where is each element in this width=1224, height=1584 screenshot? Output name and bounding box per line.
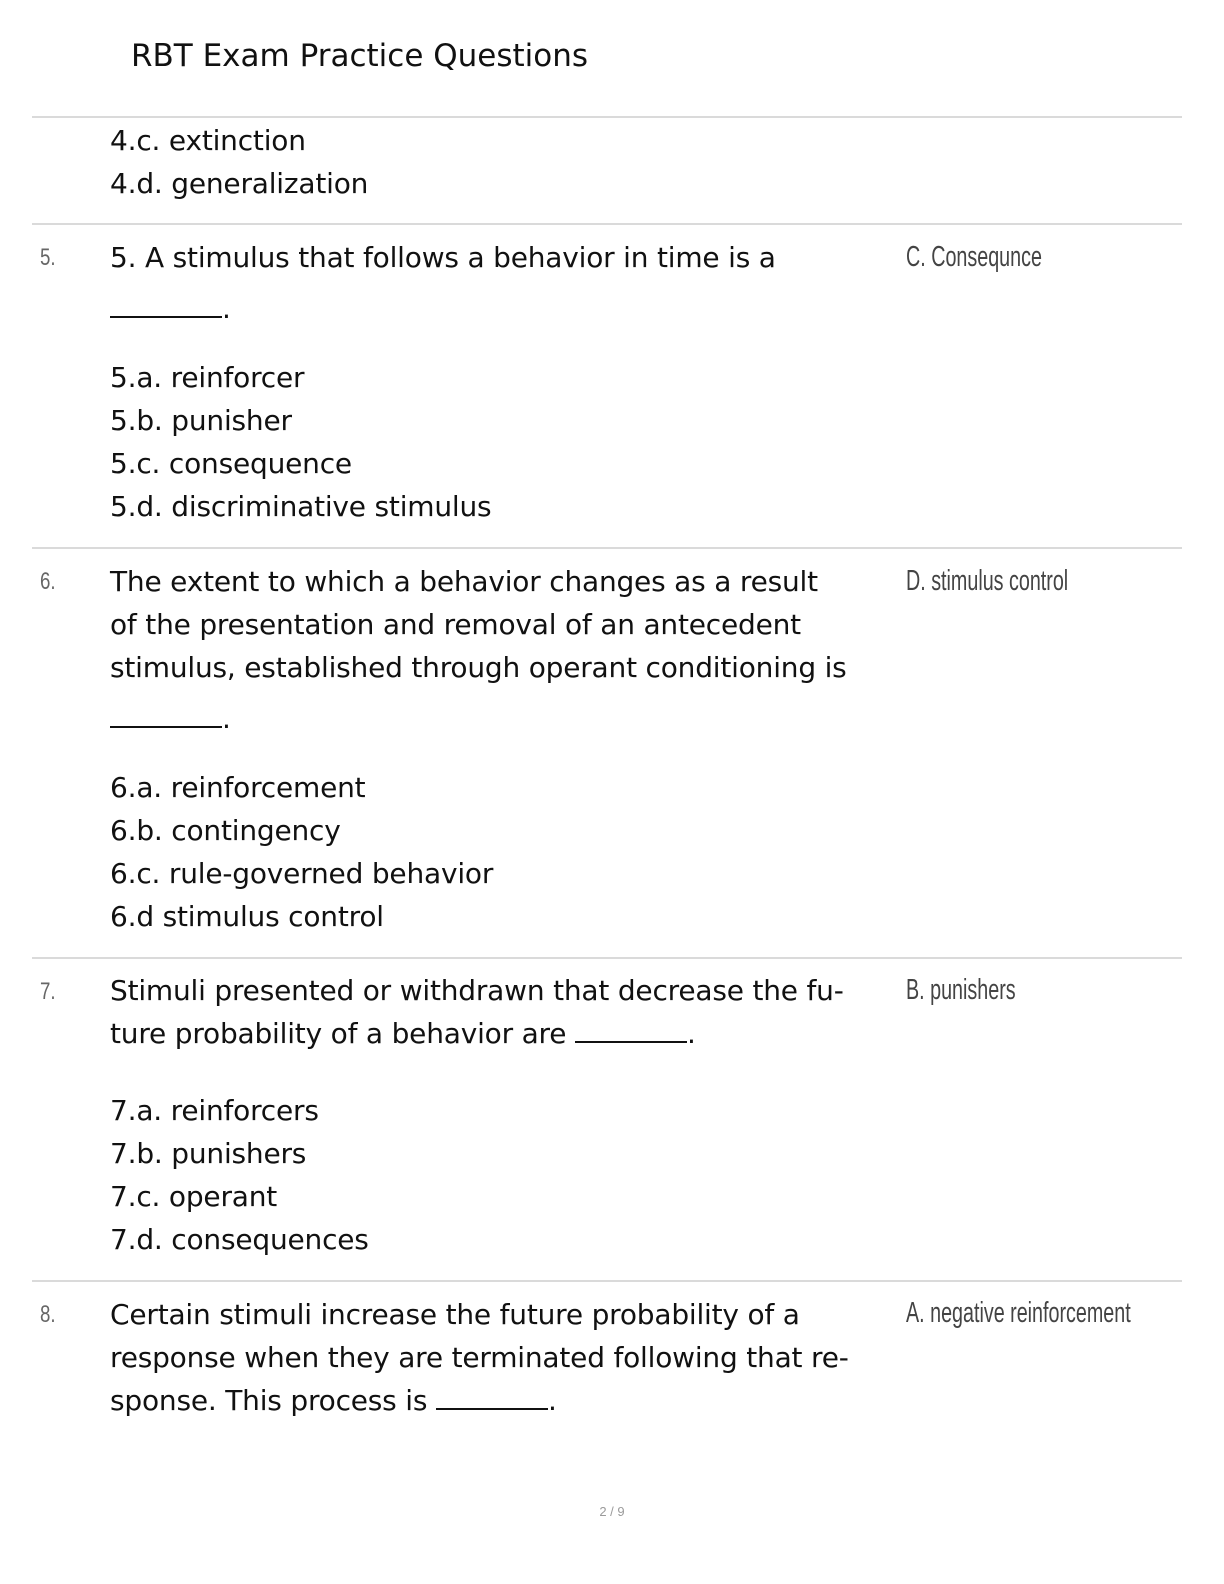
question-8-answer: A. negative reinforcement [906,1297,1131,1329]
question-6-line-1: The extent to which a behavior changes as a result [110,565,818,598]
question-5-blank-line: . [110,287,910,330]
question-4-options-continued [110,119,368,205]
page-number: 2 / 9 [599,1504,625,1519]
row-divider [32,223,1182,225]
option-5d: 5.d. discriminative stimulus [110,490,492,523]
row-divider [32,547,1182,549]
question-8-line-2: response when they are terminated following that re- [110,1341,849,1374]
question-7-line-2: ture probability of a behavior are . [110,1017,696,1050]
question-8-line-3: sponse. This process is . [110,1384,557,1417]
question-5-options [110,356,491,528]
question-8-line-1: Certain stimuli increase the future probability of a [110,1298,800,1331]
row-divider [32,1280,1182,1282]
question-7-line-1: Stimuli presented or withdrawn that decrease the fu- [110,974,844,1007]
option-5b: 5.b. punisher [110,404,292,437]
option-4d: 4.d. generalization [110,167,369,200]
option-5a: 5.a. reinforcer [110,361,305,394]
question-6-blank-line: . [110,697,910,740]
row-divider [32,957,1182,959]
option-7b: 7.b. punishers [110,1137,307,1170]
document-title: RBT Exam Practice Questions [131,38,589,74]
answer-blank [575,1040,687,1043]
question-7-text [110,969,910,1055]
question-5-text [110,236,910,330]
option-5c: 5.c. consequence [110,447,352,480]
question-7-number: 7. [40,978,56,1005]
question-6-answer: D. stimulus control [906,565,1069,597]
question-7-answer: B. punishers [906,974,1016,1006]
question-6-line-3: stimulus, established through operant conditioning is [110,651,847,684]
question-7-options [110,1089,369,1261]
answer-blank [110,725,222,728]
question-5-line-1: 5. A stimulus that follows a behavior in time is a [110,241,776,274]
option-6d: 6.d stimulus control [110,900,384,933]
question-5-number: 5. [40,244,56,271]
question-8-text [110,1293,910,1422]
option-6b: 6.b. contingency [110,814,341,847]
question-8-number: 8. [40,1301,56,1328]
option-7a: 7.a. reinforcers [110,1094,319,1127]
option-6c: 6.c. rule-governed behavior [110,857,494,890]
question-5-answer: C. Consequnce [906,241,1042,273]
option-4c: 4.c. extinction [110,124,306,157]
option-7d: 7.d. consequences [110,1223,369,1256]
question-6-number: 6. [40,568,56,595]
answer-blank [110,315,222,318]
answer-blank [436,1407,548,1410]
row-divider [32,116,1182,118]
option-7c: 7.c. operant [110,1180,278,1213]
option-6a: 6.a. reinforcement [110,771,366,804]
question-6-options [110,766,493,938]
question-6-text [110,560,910,740]
question-6-line-2: of the presentation and removal of an antecedent [110,608,801,641]
